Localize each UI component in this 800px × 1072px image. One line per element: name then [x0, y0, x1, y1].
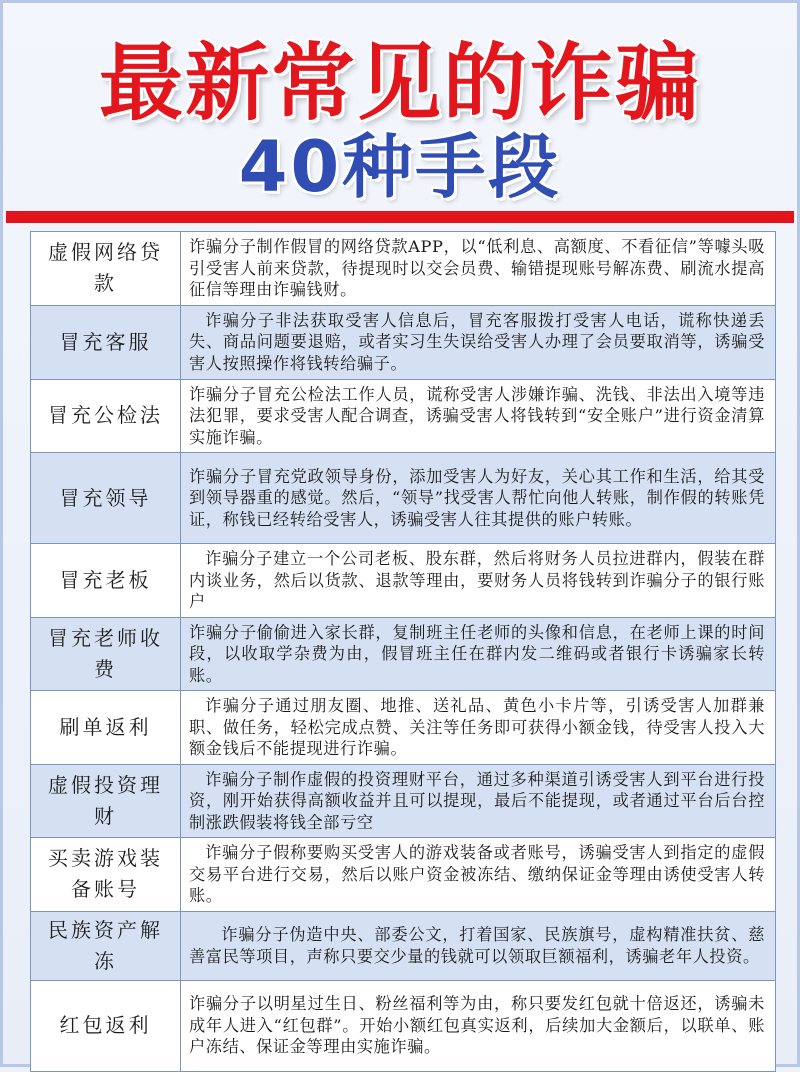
scam-name: 冒充老师收费	[31, 617, 181, 691]
scam-description: 诈骗分子制作虚假的投资理财平台，通过多种渠道引诱受害人到平台进行投资，刚开始获得高额收益并且可以提现，最后不能提现，或者通过平台后台控制涨跌假装将钱全部亏空	[181, 764, 776, 838]
scam-table	[30, 231, 776, 1072]
scam-name: 冒充领导	[31, 453, 181, 544]
title-divider	[6, 211, 794, 223]
scam-description: 诈骗分子以明星过生日、粉丝福利等为由，称只要发红包就十倍返还，诱骗未成年人进入“红包群”。开始小额红包真实返利，后续加大金额后，以联单、账户冻结、保证金等理由实施诈骗。	[181, 980, 776, 1071]
table-row	[31, 980, 776, 1071]
scam-description: 诈骗分子制作假冒的网络贷款APP，以“低利息、高额度、不看征信”等噱头吸引受害人前来贷款，待提现时以交会员费、输错提现账号解冻费、刷流水提高征信等理由诈骗钱财。	[181, 232, 776, 306]
scam-description: 诈骗分子偷偷进入家长群，复制班主任老师的头像和信息，在老师上课的时间段，以收取学杂费为由，假冒班主任在群内发二维码或者银行卡诱骗家长转账。	[181, 617, 776, 691]
scam-name: 红包返利	[31, 980, 181, 1071]
table-row	[31, 764, 776, 838]
scam-name: 刷单返利	[31, 691, 181, 765]
table-row	[31, 453, 776, 544]
scam-description: 诈骗分子伪造中央、部委公文，打着国家、民族旗号，虚构精准扶贫、慈善富民等项目，声称只要交少量的钱就可以领取巨额福利，诱骗老年人投资。	[181, 911, 776, 980]
scam-description: 诈骗分子冒充公检法工作人员，谎称受害人涉嫌诈骗、洗钱、非法出入境等违法犯罪，要求受害人配合调查，诱骗受害人将钱转到“安全账户”进行资金清算实施诈骗。	[181, 379, 776, 453]
scam-description: 诈骗分子冒充党政领导身份，添加受害人为好友，关心其工作和生活，给其受到领导器重的感觉。然后，“领导”找受害人帮忙向他人转账，制作假的转账凭证，称钱已经转给受害人，诱骗受害人往其提供的账户转账。	[181, 453, 776, 544]
scam-name: 民族资产解冻	[31, 911, 181, 980]
table-row	[31, 838, 776, 912]
table-row	[31, 305, 776, 379]
scam-name: 冒充客服	[31, 305, 181, 379]
scam-description: 诈骗分子非法获取受害人信息后，冒充客服拨打受害人电话，谎称快递丢失、商品问题要退赔，或者实习生失误给受害人办理了会员要取消等，诱骗受害人按照操作将钱转给骗子。	[181, 305, 776, 379]
page-subtitle: 40种手段	[238, 126, 562, 208]
table-row	[31, 379, 776, 453]
page-title: 最新常见的诈骗	[98, 34, 701, 132]
table-row	[31, 617, 776, 691]
scam-name: 冒充老板	[31, 544, 181, 618]
scam-name: 买卖游戏装备账号	[31, 838, 181, 912]
table-row	[31, 232, 776, 306]
scam-description: 诈骗分子建立一个公司老板、股东群，然后将财务人员拉进群内，假装在群内谈业务，然后以货款、退款等理由，要财务人员将钱转到诈骗分子的银行账户	[181, 544, 776, 618]
scam-name: 虚假投资理财	[31, 764, 181, 838]
scam-description: 诈骗分子通过朋友圈、地推、送礼品、黄色小卡片等，引诱受害人加群兼职、做任务，轻松完成点赞、关注等任务即可获得小额金钱，待受害人投入大额金钱后不能提现进行诈骗。	[181, 691, 776, 765]
table-row	[31, 544, 776, 618]
table-row	[31, 691, 776, 765]
table-row	[31, 911, 776, 980]
scam-name: 虚假网络贷款	[31, 232, 181, 306]
scam-description: 诈骗分子假称要购买受害人的游戏装备或者账号，诱骗受害人到指定的虚假交易平台进行交易，然后以账户资金被冻结、缴纳保证金等理由诱使受害人转账。	[181, 838, 776, 912]
scam-name: 冒充公检法	[31, 379, 181, 453]
